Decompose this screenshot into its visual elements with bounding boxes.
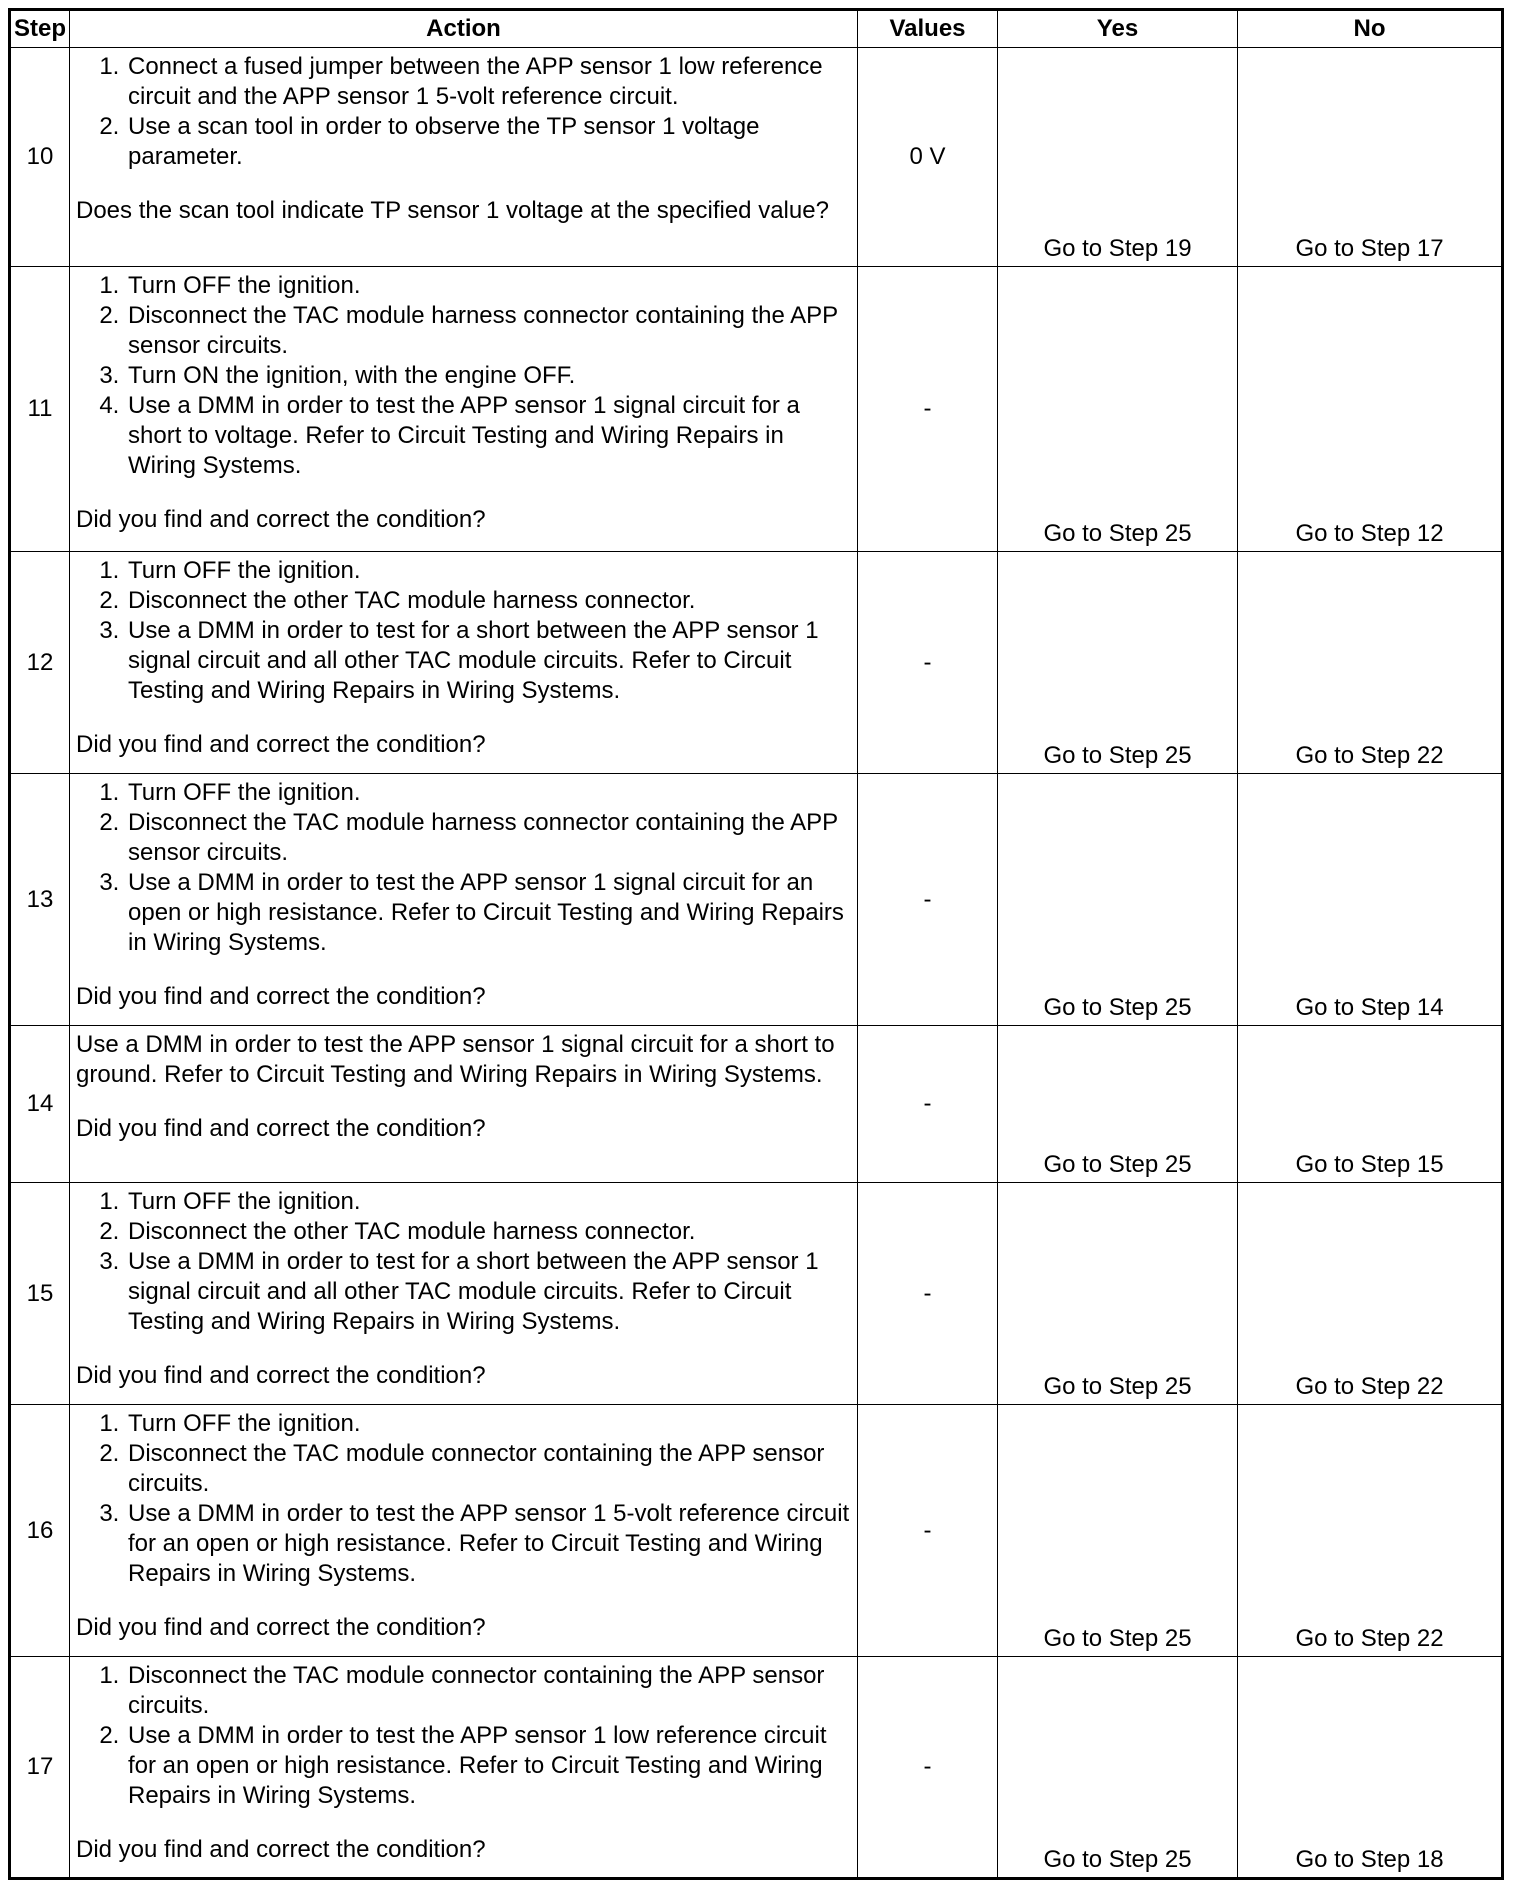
- yes-cell: Go to Step 25: [998, 1026, 1238, 1183]
- action-step: 1. Turn OFF the ignition.: [126, 778, 851, 808]
- action-step: 3. Use a DMM in order to test the APP sensor 1 signal circuit for an open or high resistance. Refer to Circuit Testing and Wiring Repairs in Wiring Systems.: [126, 868, 851, 958]
- action-cell: [70, 552, 858, 774]
- diagnostic-table: [8, 8, 1504, 1880]
- action-step: 3. Turn ON the ignition, with the engine OFF.: [126, 361, 851, 391]
- value-cell: -: [858, 552, 998, 774]
- action-steps-list: [76, 271, 851, 481]
- value-cell: -: [858, 1183, 998, 1405]
- yes-cell: Go to Step 25: [998, 1657, 1238, 1879]
- action-step: 1. Turn OFF the ignition.: [126, 556, 851, 586]
- action-step: 3. Use a DMM in order to test for a short between the APP sensor 1 signal circuit and all other TAC module circuits. Refer to Circuit Testing and Wiring Repairs in Wiring Systems.: [126, 1247, 851, 1337]
- action-step: 2. Disconnect the other TAC module harness connector.: [126, 586, 851, 616]
- no-cell: Go to Step 17: [1238, 48, 1503, 267]
- action-paragraph: Use a DMM in order to test the APP sensor 1 signal circuit for a short to ground. Refer to Circuit Testing and Wiring Repairs in Wiring Systems.: [76, 1031, 835, 1088]
- action-question: Did you find and correct the condition?: [76, 1362, 486, 1389]
- table-row: [10, 774, 1503, 1026]
- value-cell: -: [858, 267, 998, 552]
- value-cell: 0 V: [858, 48, 998, 267]
- no-cell: Go to Step 22: [1238, 1405, 1503, 1657]
- action-cell: [70, 1026, 858, 1183]
- table-row: [10, 267, 1503, 552]
- action-step: 2. Disconnect the TAC module harness connector containing the APP sensor circuits.: [126, 808, 851, 868]
- action-step: 4. Use a DMM in order to test the APP sensor 1 signal circuit for a short to voltage. Refer to Circuit Testing and Wiring Repairs in Wiring Systems.: [126, 391, 851, 481]
- action-question: Did you find and correct the condition?: [76, 1115, 486, 1142]
- action-step: 3. Use a DMM in order to test the APP sensor 1 5-volt reference circuit for an open or high resistance. Refer to Circuit Testing and Wiring Repairs in Wiring Systems.: [126, 1499, 851, 1589]
- action-question: Did you find and correct the condition?: [76, 506, 486, 533]
- action-question: Did you find and correct the condition?: [76, 1836, 486, 1863]
- step-number: 16: [10, 1405, 70, 1657]
- table-header-row: [10, 10, 1503, 48]
- table-row: [10, 1657, 1503, 1879]
- diagnostic-table-container: [8, 8, 1504, 1880]
- step-number: 14: [10, 1026, 70, 1183]
- action-question: Did you find and correct the condition?: [76, 983, 486, 1010]
- step-number: 13: [10, 774, 70, 1026]
- step-number: 11: [10, 267, 70, 552]
- action-step: 2. Disconnect the TAC module harness connector containing the APP sensor circuits.: [126, 301, 851, 361]
- no-cell: Go to Step 14: [1238, 774, 1503, 1026]
- table-row: [10, 48, 1503, 267]
- action-step: 2. Use a scan tool in order to observe the TP sensor 1 voltage parameter.: [126, 112, 851, 172]
- action-step: 2. Disconnect the other TAC module harness connector.: [126, 1217, 851, 1247]
- yes-cell: Go to Step 25: [998, 552, 1238, 774]
- action-cell: [70, 1657, 858, 1879]
- step-number: 17: [10, 1657, 70, 1879]
- value-cell: -: [858, 1026, 998, 1183]
- value-cell: -: [858, 1405, 998, 1657]
- table-row: [10, 1026, 1503, 1183]
- action-step: 1. Turn OFF the ignition.: [126, 1187, 851, 1217]
- action-steps-list: [76, 778, 851, 958]
- action-question: Did you find and correct the condition?: [76, 731, 486, 758]
- action-question: Does the scan tool indicate TP sensor 1 voltage at the specified value?: [76, 197, 829, 224]
- yes-cell: Go to Step 25: [998, 267, 1238, 552]
- action-question: Did you find and correct the condition?: [76, 1614, 486, 1641]
- action-cell: [70, 1183, 858, 1405]
- action-steps-list: [76, 1187, 851, 1337]
- action-steps-list: [76, 1661, 851, 1811]
- step-number: 10: [10, 48, 70, 267]
- action-cell: [70, 267, 858, 552]
- action-step: 1. Turn OFF the ignition.: [126, 1409, 851, 1439]
- action-cell: [70, 1405, 858, 1657]
- table-row: [10, 1405, 1503, 1657]
- action-steps-list: [76, 52, 851, 172]
- step-number: 15: [10, 1183, 70, 1405]
- yes-cell: Go to Step 25: [998, 1183, 1238, 1405]
- action-cell: [70, 774, 858, 1026]
- action-step: 3. Use a DMM in order to test for a short between the APP sensor 1 signal circuit and all other TAC module circuits. Refer to Circuit Testing and Wiring Repairs in Wiring Systems.: [126, 616, 851, 706]
- yes-cell: Go to Step 19: [998, 48, 1238, 267]
- table-row: [10, 1183, 1503, 1405]
- no-cell: Go to Step 22: [1238, 1183, 1503, 1405]
- yes-cell: Go to Step 25: [998, 1405, 1238, 1657]
- value-cell: -: [858, 774, 998, 1026]
- header-no: No: [1238, 10, 1503, 48]
- action-steps-list: [76, 1409, 851, 1589]
- action-step: 1. Connect a fused jumper between the APP sensor 1 low reference circuit and the APP sensor 1 5-volt reference circuit.: [126, 52, 851, 112]
- no-cell: Go to Step 22: [1238, 552, 1503, 774]
- header-step: Step: [10, 10, 70, 48]
- action-cell: [70, 48, 858, 267]
- action-step: 1. Disconnect the TAC module connector containing the APP sensor circuits.: [126, 1661, 851, 1721]
- no-cell: Go to Step 12: [1238, 267, 1503, 552]
- step-number: 12: [10, 552, 70, 774]
- header-values: Values: [858, 10, 998, 48]
- action-step: 2. Use a DMM in order to test the APP sensor 1 low reference circuit for an open or high resistance. Refer to Circuit Testing and Wiring Repairs in Wiring Systems.: [126, 1721, 851, 1811]
- no-cell: Go to Step 15: [1238, 1026, 1503, 1183]
- header-action: Action: [70, 10, 858, 48]
- value-cell: -: [858, 1657, 998, 1879]
- no-cell: Go to Step 18: [1238, 1657, 1503, 1879]
- action-step: 2. Disconnect the TAC module connector containing the APP sensor circuits.: [126, 1439, 851, 1499]
- table-row: [10, 552, 1503, 774]
- action-steps-list: [76, 556, 851, 706]
- header-yes: Yes: [998, 10, 1238, 48]
- yes-cell: Go to Step 25: [998, 774, 1238, 1026]
- action-step: 1. Turn OFF the ignition.: [126, 271, 851, 301]
